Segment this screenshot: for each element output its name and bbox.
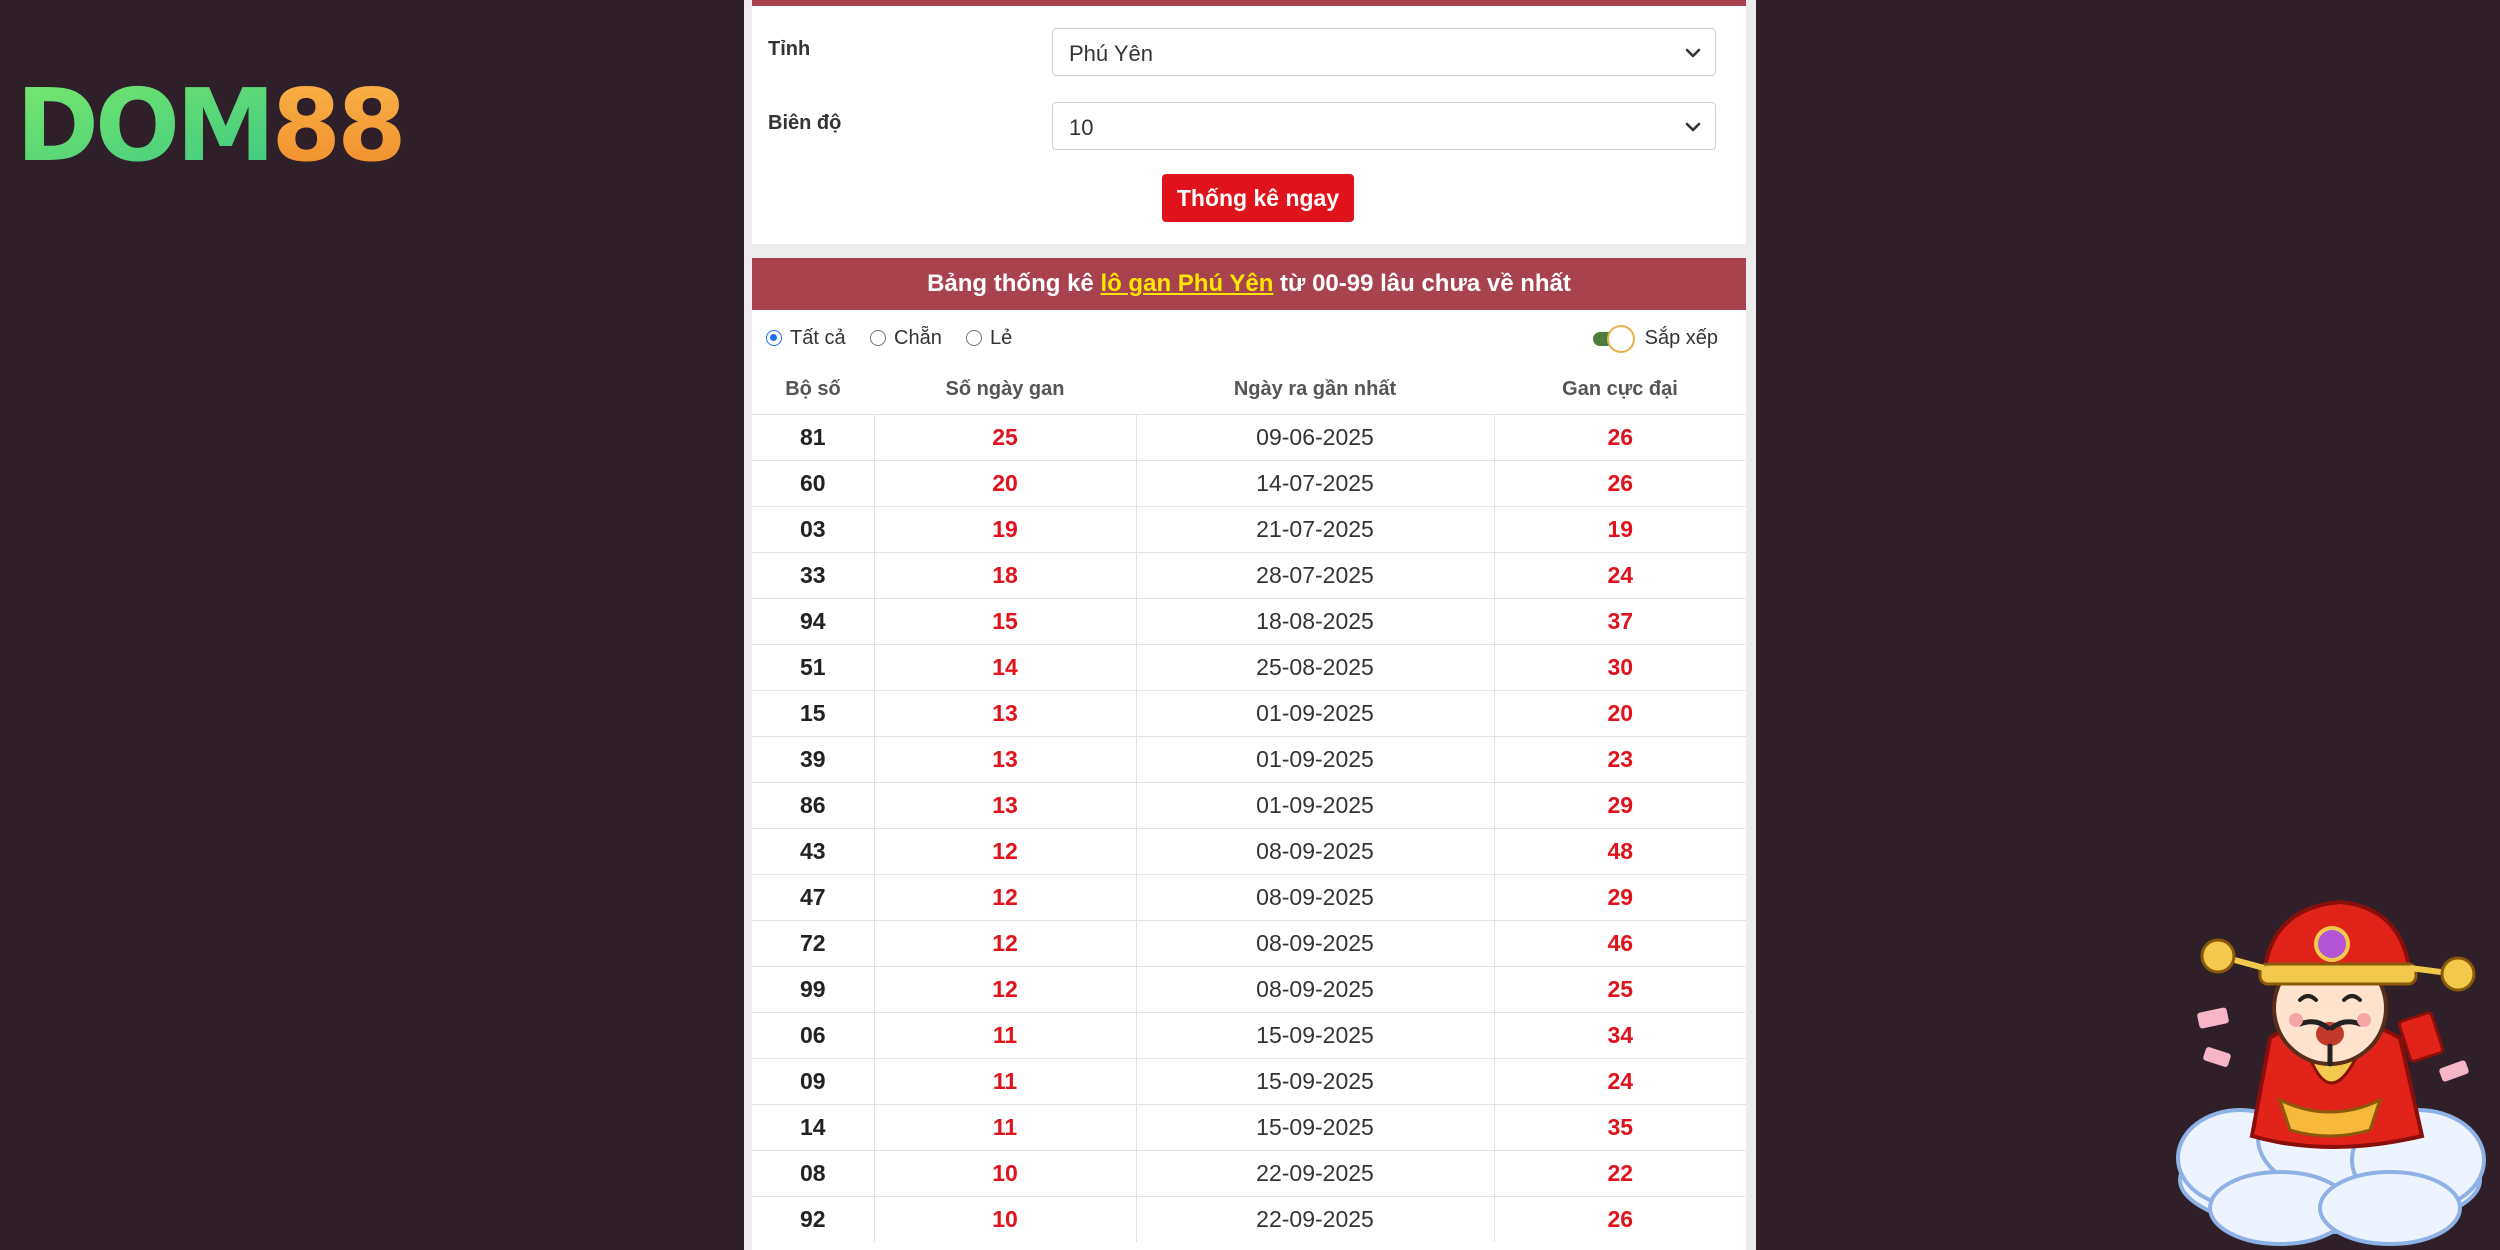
cell-last-date: 08-09-2025	[1136, 921, 1494, 967]
cell-number: 09	[752, 1059, 874, 1105]
table-row	[752, 1197, 1746, 1243]
radio-unchecked-icon	[870, 330, 886, 346]
cell-max-gan: 19	[1494, 507, 1746, 553]
cell-last-date: 22-09-2025	[1136, 1151, 1494, 1197]
stats-table	[752, 364, 1746, 1242]
cell-gan-days: 20	[874, 461, 1136, 507]
table-header-row	[752, 364, 1746, 415]
table-row	[752, 1059, 1746, 1105]
cell-gan-days: 10	[874, 1197, 1136, 1243]
table-row	[752, 645, 1746, 691]
table-row	[752, 1105, 1746, 1151]
province-label: Tỉnh	[768, 38, 811, 60]
sort-label: Sắp xếp	[1644, 326, 1718, 349]
filter-odd-label: Lẻ	[990, 326, 1013, 349]
table-row	[752, 967, 1746, 1013]
cell-gan-days: 19	[874, 507, 1136, 553]
cell-number: 33	[752, 553, 874, 599]
cell-last-date: 15-09-2025	[1136, 1105, 1494, 1151]
cell-last-date: 22-09-2025	[1136, 1197, 1494, 1243]
chevron-down-icon	[1683, 117, 1703, 137]
logo-dom-text: DOM88	[16, 74, 403, 170]
cell-number: 15	[752, 691, 874, 737]
cell-number: 14	[752, 1105, 874, 1151]
cell-max-gan: 26	[1494, 1197, 1746, 1243]
brand-logo	[16, 74, 446, 170]
filter-all-radio[interactable]	[766, 326, 846, 350]
cell-gan-days: 12	[874, 967, 1136, 1013]
stats-table-body	[752, 415, 1746, 1243]
stats-title-link[interactable]: lô gan Phú Yên	[1100, 270, 1274, 297]
range-select[interactable]	[1052, 102, 1716, 150]
cell-last-date: 15-09-2025	[1136, 1059, 1494, 1105]
filter-form	[752, 6, 1746, 244]
cell-number: 08	[752, 1151, 874, 1197]
cell-last-date: 25-08-2025	[1136, 645, 1494, 691]
stats-title-prefix: Bảng thống kê	[927, 270, 1101, 297]
cell-number: 86	[752, 783, 874, 829]
table-row	[752, 599, 1746, 645]
cell-number: 47	[752, 875, 874, 921]
cell-gan-days: 13	[874, 691, 1136, 737]
cell-number: 03	[752, 507, 874, 553]
cell-last-date: 28-07-2025	[1136, 553, 1494, 599]
cell-gan-days: 11	[874, 1013, 1136, 1059]
table-row	[752, 461, 1746, 507]
cell-gan-days: 12	[874, 875, 1136, 921]
cell-last-date: 18-08-2025	[1136, 599, 1494, 645]
cell-max-gan: 23	[1494, 737, 1746, 783]
cell-max-gan: 26	[1494, 461, 1746, 507]
cell-last-date: 21-07-2025	[1136, 507, 1494, 553]
cell-max-gan: 34	[1494, 1013, 1746, 1059]
col-header-number: Bộ số	[752, 364, 874, 415]
filter-all-label: Tất cả	[790, 326, 846, 349]
cell-max-gan: 30	[1494, 645, 1746, 691]
cell-max-gan: 35	[1494, 1105, 1746, 1151]
table-row	[752, 875, 1746, 921]
range-label: Biên độ	[768, 112, 842, 134]
cell-number: 81	[752, 415, 874, 461]
cell-max-gan: 29	[1494, 875, 1746, 921]
table-row	[752, 691, 1746, 737]
cell-max-gan: 24	[1494, 553, 1746, 599]
cell-max-gan: 22	[1494, 1151, 1746, 1197]
province-select[interactable]	[1052, 28, 1716, 76]
cell-gan-days: 11	[874, 1105, 1136, 1151]
table-row	[752, 507, 1746, 553]
submit-stats-button[interactable]: Thống kê ngay	[1162, 174, 1354, 222]
cell-max-gan: 25	[1494, 967, 1746, 1013]
toggle-knob	[1607, 325, 1635, 353]
cell-last-date: 01-09-2025	[1136, 783, 1494, 829]
table-row	[752, 553, 1746, 599]
filter-even-label: Chẵn	[894, 326, 942, 349]
cell-gan-days: 12	[874, 829, 1136, 875]
cell-number: 60	[752, 461, 874, 507]
table-row	[752, 783, 1746, 829]
cell-gan-days: 12	[874, 921, 1136, 967]
cell-gan-days: 10	[874, 1151, 1136, 1197]
stats-card	[752, 258, 1746, 1250]
cell-max-gan: 24	[1494, 1059, 1746, 1105]
col-header-last-date: Ngày ra gần nhất	[1136, 364, 1494, 415]
col-header-gan-days: Số ngày gan	[874, 364, 1136, 415]
sort-toggle[interactable]	[1593, 325, 1637, 351]
filter-odd-radio[interactable]	[966, 326, 1012, 350]
table-row	[752, 1013, 1746, 1059]
cell-last-date: 01-09-2025	[1136, 691, 1494, 737]
cell-number: 51	[752, 645, 874, 691]
cell-number: 06	[752, 1013, 874, 1059]
cell-number: 92	[752, 1197, 874, 1243]
cell-last-date: 15-09-2025	[1136, 1013, 1494, 1059]
main-panel	[744, 0, 1756, 1250]
filter-even-radio[interactable]	[870, 326, 942, 350]
range-select-value: 10	[1069, 115, 1094, 140]
table-row	[752, 415, 1746, 461]
range-row	[752, 100, 1746, 156]
cell-max-gan: 48	[1494, 829, 1746, 875]
cell-number: 39	[752, 737, 874, 783]
stats-title-suffix: từ 00-99 lâu chưa về nhất	[1273, 270, 1571, 297]
table-row	[752, 737, 1746, 783]
cell-gan-days: 13	[874, 737, 1136, 783]
stats-title	[752, 258, 1746, 310]
radio-unchecked-icon	[966, 330, 982, 346]
table-row	[752, 829, 1746, 875]
cell-number: 72	[752, 921, 874, 967]
cell-gan-days: 18	[874, 553, 1136, 599]
col-header-max-gan: Gan cực đại	[1494, 364, 1746, 415]
cell-number: 99	[752, 967, 874, 1013]
province-select-value: Phú Yên	[1069, 41, 1154, 66]
cell-last-date: 08-09-2025	[1136, 829, 1494, 875]
parity-filter-row	[752, 310, 1746, 364]
cell-max-gan: 37	[1494, 599, 1746, 645]
cell-last-date: 01-09-2025	[1136, 737, 1494, 783]
cell-gan-days: 14	[874, 645, 1136, 691]
cell-max-gan: 20	[1494, 691, 1746, 737]
cell-last-date: 08-09-2025	[1136, 875, 1494, 921]
cell-max-gan: 46	[1494, 921, 1746, 967]
chevron-down-icon	[1683, 43, 1703, 63]
province-row	[752, 26, 1746, 82]
cell-last-date: 14-07-2025	[1136, 461, 1494, 507]
cell-last-date: 09-06-2025	[1136, 415, 1494, 461]
sort-control	[1593, 322, 1718, 354]
cell-max-gan: 29	[1494, 783, 1746, 829]
cell-number: 94	[752, 599, 874, 645]
cell-gan-days: 13	[874, 783, 1136, 829]
cell-gan-days: 25	[874, 415, 1136, 461]
table-row	[752, 1151, 1746, 1197]
cell-max-gan: 26	[1494, 415, 1746, 461]
cell-gan-days: 15	[874, 599, 1136, 645]
god-of-wealth-mascot-icon	[2160, 868, 2500, 1250]
cell-number: 43	[752, 829, 874, 875]
cell-gan-days: 11	[874, 1059, 1136, 1105]
table-row	[752, 921, 1746, 967]
radio-checked-icon	[766, 330, 782, 346]
cell-last-date: 08-09-2025	[1136, 967, 1494, 1013]
